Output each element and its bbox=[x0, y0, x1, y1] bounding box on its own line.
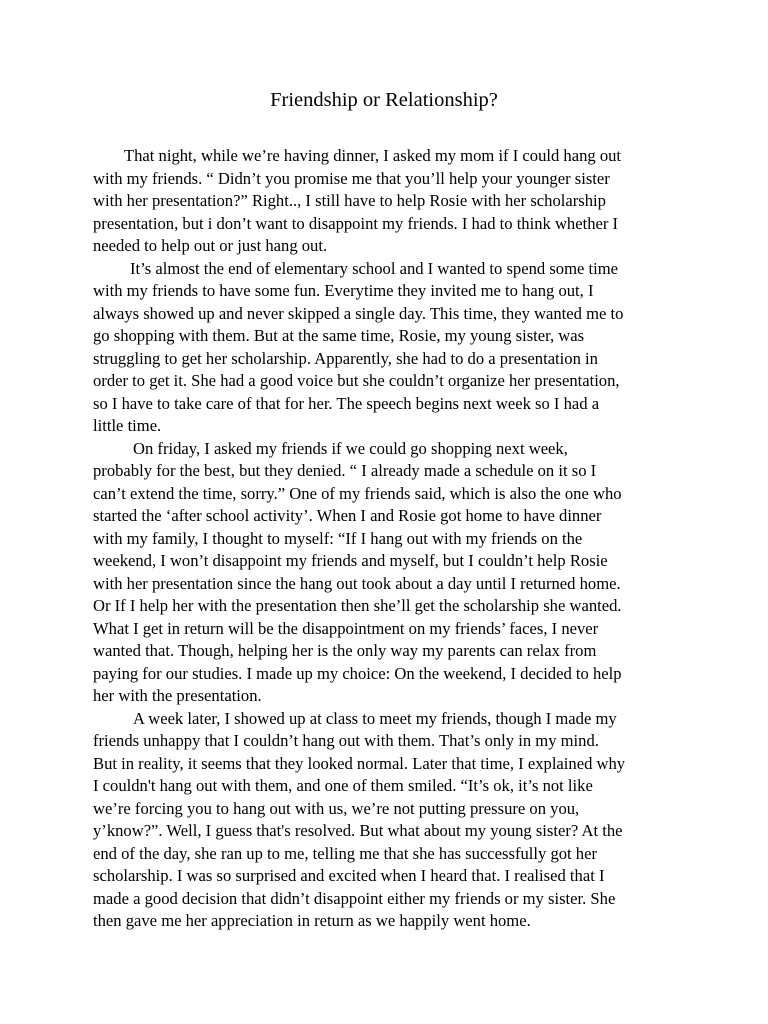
paragraph-4-line-9: made a good decision that didn’t disappoint either my friends or my sister. She bbox=[93, 888, 616, 908]
paragraph-4-line-10: then gave me her appreciation in return as we happily went home. bbox=[93, 911, 531, 930]
paragraph-3-line-8: Or If I help her with the presentation then she’ll get the scholarship she wanted. bbox=[93, 596, 622, 615]
paragraph-4-line-2: friends unhappy that I couldn’t hang out with them. That’s only in my mind. bbox=[93, 731, 599, 750]
paragraph-2-line-2: with my friends to have some fun. Everytime they invited me to hang out, I bbox=[93, 281, 594, 300]
paragraph-4-line-1: A week later, I showed up at class to meet my friends, though I made my bbox=[133, 708, 617, 728]
paragraph-3-line-11: paying for our studies. I made up my choice: On the weekend, I decided to help bbox=[93, 663, 622, 683]
paragraph-3-line-7: with her presentation since the hang out took about a day until I returned home. bbox=[93, 573, 621, 593]
paragraph-2-line-8: little time. bbox=[93, 416, 162, 435]
paragraph-3-line-6: weekend, I won’t disappoint my friends and myself, but I couldn’t help Rosie bbox=[93, 551, 608, 570]
paragraph-2-line-4: go shopping with them. But at the same time, Rosie, my young sister, was bbox=[93, 326, 585, 345]
paragraph-4-line-6: y’know?”. Well, I guess that's resolved. But what about my young sister? At the bbox=[93, 821, 623, 840]
document-body bbox=[93, 145, 683, 933]
document-title: Friendship or Relationship? bbox=[270, 89, 498, 111]
paragraph-4-line-8: scholarship. I was so surprised and excited when I heard that. I realised that I bbox=[93, 866, 605, 885]
paragraph-2-line-3: always showed up and never skipped a single day. This time, they wanted me to bbox=[93, 303, 624, 323]
paragraph-1-line-3: with her presentation?” Right.., I still have to help Rosie with her scholarship bbox=[93, 191, 606, 210]
paragraph-3-line-3: can’t extend the time, sorry.” One of my friends said, which is also the one who bbox=[93, 483, 622, 503]
paragraph-1-line-5: needed to help out or just hang out. bbox=[93, 236, 328, 255]
paragraph-3-line-4: started the ‘after school activity’. When I and Rosie got home to have dinner bbox=[93, 506, 602, 525]
paragraph-2-line-7: so I have to take care of that for her. The speech begins next week so I had a bbox=[93, 393, 600, 413]
paragraph-3-line-12: her with the presentation. bbox=[93, 686, 262, 705]
paragraph-4-line-3: But in reality, it seems that they looked normal. Later that time, I explained why bbox=[93, 753, 626, 773]
paragraph-3-line-2: probably for the best, but they denied. “ I already made a schedule on it so I bbox=[93, 461, 597, 480]
paragraph-3-line-5: with my family, I thought to myself: “If I hang out with my friends on the bbox=[93, 528, 583, 548]
paragraph-1-line-4: presentation, but i don’t want to disappoint my friends. I had to think whether I bbox=[93, 213, 619, 233]
paragraph-4-line-7: end of the day, she ran up to me, telling me that she has successfully got her bbox=[93, 843, 597, 863]
paragraph-2-line-1: It’s almost the end of elementary school and I wanted to spend some time bbox=[130, 258, 619, 278]
paragraph-1-line-1: That night, while we’re having dinner, I asked my mom if I could hang out bbox=[124, 146, 622, 165]
paragraph-4-line-5: we’re forcing you to hang out with us, we’re not putting pressure on you, bbox=[93, 798, 580, 818]
paragraph-3-line-9: What I get in return will be the disappointment on my friends’ faces, I never bbox=[93, 618, 599, 638]
paragraph-2-line-5: struggling to get her scholarship. Apparently, she had to do a presentation in bbox=[93, 348, 598, 368]
paragraph-2-line-6: order to get it. She had a good voice but she couldn’t organize her presentation, bbox=[93, 371, 620, 390]
paragraph-4-line-4: I couldn't hang out with them, and one of them smiled. “It’s ok, it’s not like bbox=[93, 776, 593, 795]
paragraph-3-line-10: wanted that. Though, helping her is the only way my parents can relax from bbox=[93, 641, 597, 660]
paragraph-3-line-1: On friday, I asked my friends if we could go shopping next week, bbox=[133, 438, 568, 458]
paragraph-1-line-2: with my friends. “ Didn’t you promise me that you’ll help your younger sister bbox=[93, 168, 610, 188]
